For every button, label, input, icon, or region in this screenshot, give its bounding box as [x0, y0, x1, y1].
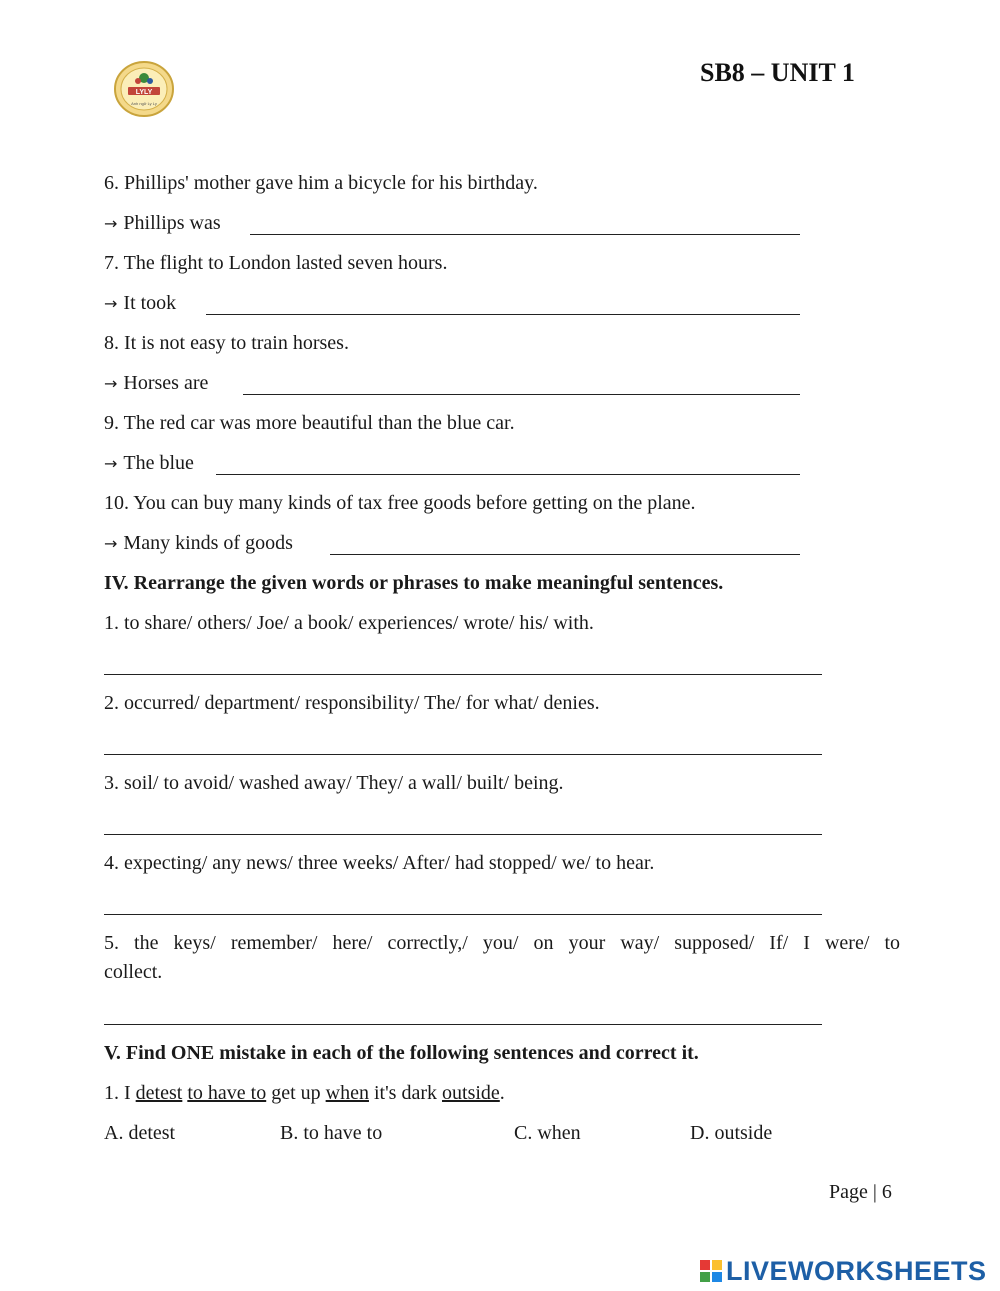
option-c[interactable]: C. when [514, 1122, 581, 1144]
logo-text: LYLY [135, 89, 153, 96]
rearrange-answer-2[interactable] [104, 754, 822, 755]
liveworksheets-text: LIVEWORKSHEETS [726, 1255, 987, 1286]
page-number: Page | 6 [829, 1181, 892, 1203]
mistake-question-1: 1. I detest to have to get up when it's dark outside. [104, 1082, 505, 1104]
arrow-icon: → [104, 374, 118, 393]
option-b[interactable]: B. to have to [280, 1122, 383, 1144]
rearrange-item-5: 5. the keys/ remember/ here/ correctly,/ you/ on your way/ supposed/ If/ I were/ to [104, 932, 900, 954]
question-6: 6. Phillips' mother gave him a bicycle for his birthday. [104, 172, 538, 194]
logo-subtext: Anh ngữ Ly Ly [131, 101, 157, 106]
answer-blank-7[interactable] [206, 314, 800, 315]
rearrange-answer-3[interactable] [104, 834, 822, 835]
answer-blank-6[interactable] [250, 234, 800, 235]
section-5-heading: V. Find ONE mistake in each of the following sentences and correct it. [104, 1042, 699, 1064]
answer-blank-8[interactable] [243, 394, 800, 395]
question-7: 7. The flight to London lasted seven hours. [104, 252, 448, 274]
unit-title: SB8 – UNIT 1 [700, 58, 855, 87]
answer-blank-9[interactable] [216, 474, 800, 475]
rearrange-item-5-continued: collect. [104, 961, 163, 983]
answer-prompt-10: → Many kinds of goods [104, 532, 293, 554]
school-logo [113, 60, 175, 118]
underlined-word-d: outside [442, 1082, 500, 1104]
rearrange-answer-4[interactable] [104, 914, 822, 915]
answer-blank-10[interactable] [330, 554, 800, 555]
answer-prompt-6: → Phillips was [104, 212, 221, 234]
answer-prompt-9: → The blue [104, 452, 194, 474]
question-9: 9. The red car was more beautiful than the blue car. [104, 412, 515, 434]
rearrange-answer-5[interactable] [104, 1024, 822, 1025]
option-d[interactable]: D. outside [690, 1122, 773, 1144]
section-4-heading: IV. Rearrange the given words or phrases to make meaningful sentences. [104, 572, 724, 594]
underlined-word-b: to have to [187, 1082, 267, 1104]
rearrange-item-1: 1. to share/ others/ Joe/ a book/ experiences/ wrote/ his/ with. [104, 612, 594, 634]
arrow-icon: → [104, 454, 118, 473]
option-a[interactable]: A. detest [104, 1122, 176, 1144]
question-8: 8. It is not easy to train horses. [104, 332, 349, 354]
rearrange-answer-1[interactable] [104, 674, 822, 675]
arrow-icon: → [104, 294, 118, 313]
arrow-icon: → [104, 534, 118, 553]
answer-prompt-8: → Horses are [104, 372, 209, 394]
arrow-icon: → [104, 214, 118, 233]
underlined-word-a: detest [135, 1082, 183, 1104]
question-10: 10. You can buy many kinds of tax free goods before getting on the plane. [104, 492, 696, 514]
answer-prompt-7: → It took [104, 292, 177, 314]
underlined-word-c: when [325, 1082, 369, 1104]
rearrange-item-2: 2. occurred/ department/ responsibility/ The/ for what/ denies. [104, 692, 600, 714]
rearrange-item-3: 3. soil/ to avoid/ washed away/ They/ a wall/ built/ being. [104, 772, 564, 794]
liveworksheets-icon [700, 1260, 722, 1282]
rearrange-item-4: 4. expecting/ any news/ three weeks/ After/ had stopped/ we/ to hear. [104, 852, 655, 874]
liveworksheets-brand [700, 1257, 987, 1285]
